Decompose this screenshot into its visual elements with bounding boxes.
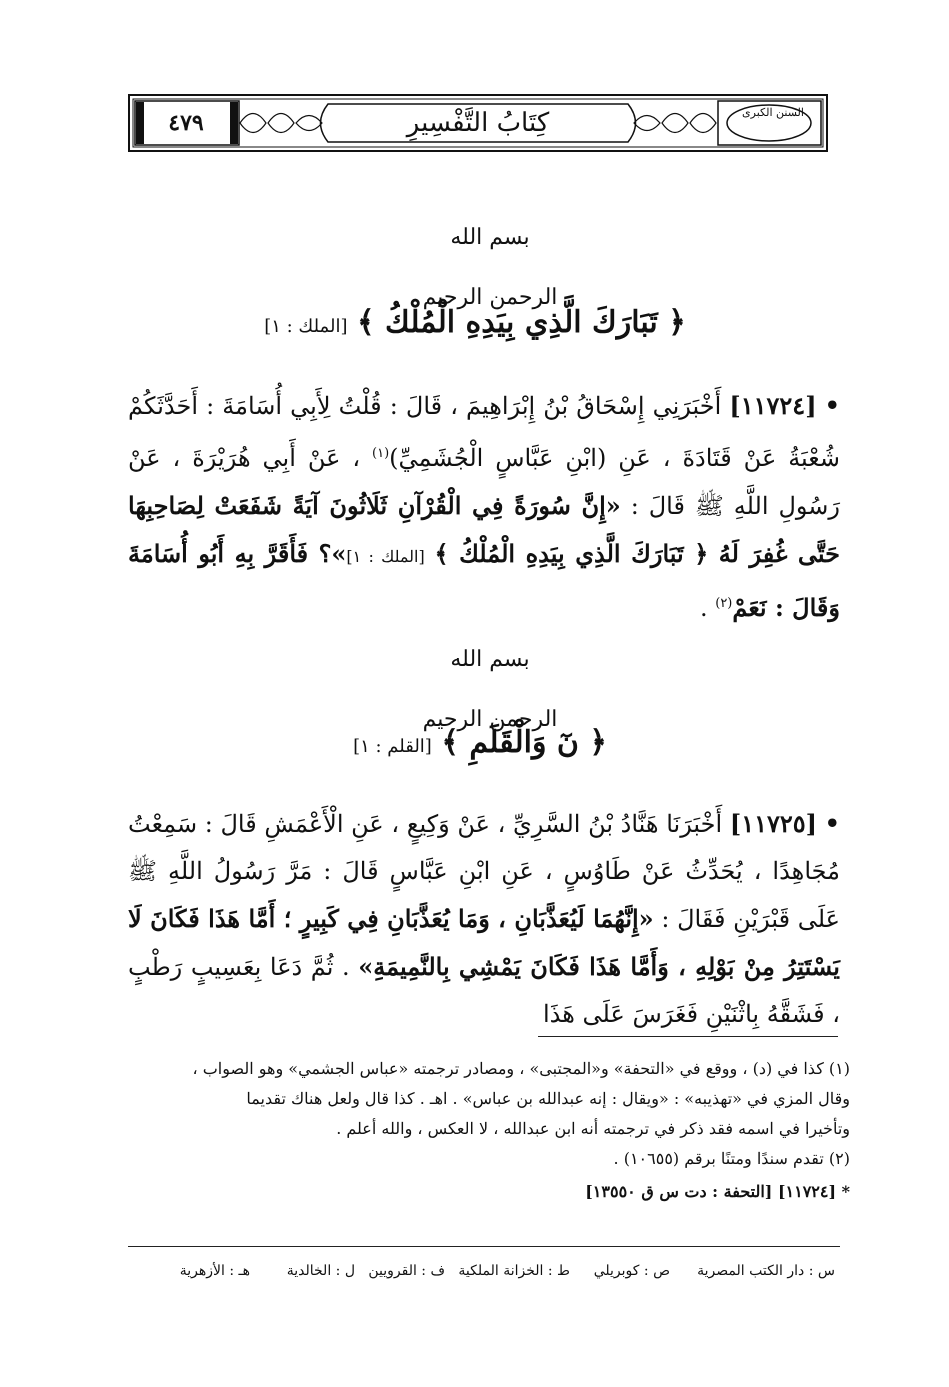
surah-verse: ﴿ نٓ وَالْقَلَمِ ﴾ [441,725,607,760]
sources-divider [128,1246,840,1247]
hadith-number: [١١٧٢٥] [729,809,817,838]
surah-heading-2 [320,725,640,769]
hadith-text-cont: . ثُمَّ دَعَا بِعَسِيبٍ رَطْبٍ ، فَشَقَّهُ بِاثْنَيْنِ فَغَرَسَ عَلَى هَذَا [128,953,840,1028]
bullet-icon: • [824,391,840,420]
source-item: س : دار الكتب المصرية [697,1263,835,1279]
basmala-text: بسم الله الرحمن الرحيم [422,647,558,732]
source-item: ط : الخزانة الملكية [458,1263,570,1279]
quote-reference: [الملك : ١] [346,547,425,566]
hadith-end: . [699,594,708,622]
source-item: ل : الخالدية [286,1263,355,1279]
hadith-number: [١١٧٢٤] [729,391,817,420]
header-logo: السنن الكبرى [742,106,804,119]
source-item: هـ : الأزهرية [179,1263,250,1279]
surah-heading-1 [220,305,730,349]
manuscript-sources [145,1263,835,1287]
footnote-divider [538,1036,838,1037]
book-title: كِتَابُ التَّفْسِيرِ [406,108,550,138]
footnote-marker: (٢) [715,596,733,611]
basmala-text: بسم الله الرحمن الرحيم [422,225,558,310]
surah-reference: [القلم : ١] [353,736,432,757]
hadith-text: أَخْبَرَنِي إِسْحَاقُ بْنُ إِبْرَاهِيمَ ، قَالَ : قُلْتُ لِأَبِي أُسَامَةَ : أَحَدَّثَكُمْ شُعْبَةُ عَنْ قَتَادَةَ ، عَنِ (ابْنِ عَبَّاسٍ الْجُشَمِيِّ) [128,392,840,472]
page-number: ٤٧٩ [168,110,204,136]
source-item: ص : كوبريلي [593,1263,670,1279]
bullet-icon: • [824,809,840,838]
basmala-2 [420,630,560,732]
basmala-1 [420,208,560,310]
source-item: ف : القرويين [368,1263,445,1279]
surah-reference: [الملك : ١] [264,316,348,337]
hadith-text: أَخْبَرَنَا هَنَّادُ بْنُ السَّرِيِّ ، عَنْ وَكِيعٍ ، عَنِ الْأَعْمَشِ قَالَ : سَمِعْتُ مُجَاهِدًا ، يُحَدِّثُ عَنْ طَاوُسٍ ، عَنِ ابْنِ عَبَّاسٍ قَالَ : مَرَّ رَسُولُ اللَّهِ ﷺ عَلَى قَبْرَيْنِ فَقَالَ : [128,810,840,933]
hadith-quote: «إِنَّ سُورَةً فِي الْقُرْآنِ ثَلَاثُونَ آيَةً شَفَعَتْ لِصَاحِبِهَا حَتَّى غُفِرَ لَهُ ﴿ تَبَارَكَ الَّذِي بِيَدِهِ الْمُلْكُ ﴾ [128,491,840,568]
hadith-text-cont: ، عَنْ أَبِي هُرَيْرَةَ ، عَنْ رَسُولِ اللَّهِ ﷺ قَالَ : [128,444,840,520]
hadith-quote: «إِنَّهُمَا لَيُعَذَّبَانِ ، وَمَا يُعَذَّبَانِ فِي كَبِيرٍ ؛ أَمَّا هَذَا فَكَانَ لَا يَسْتَتِرُ مِنْ بَوْلِهِ ، وَأَمَّا هَذَا فَكَانَ يَمْشِي بِالنَّمِيمَةِ» [128,904,840,981]
tuhfa-note: * [١١٧٢٤] [التحفة : دت س ق ١٣٥٥٠] [585,1182,850,1201]
footnote-line: وقال المزي في «تهذيبه» : «ويقال : إنه عبدالله بن عباس» . اهـ . كذا قال ولعل هناك تقديما [246,1089,850,1108]
surah-verse: ﴿ تَبَارَكَ الَّذِي بِيَدِهِ الْمُلْكُ ﴾ [357,305,686,340]
hadith-11724 [128,382,840,622]
hadith-11725 [128,800,840,1028]
footnote-line: (٢) تقدم سندًا ومتنًا برقم (١٠٦٥٥) . [613,1149,850,1168]
footnote-line: (١) كذا في (د) ، ووقع في «التحفة» و«المجتبى» ، ومصادر ترجمته «عباس الجشمي» وهو الصواب ، [192,1059,850,1078]
page-header [128,94,828,152]
footnote-line: وتأخيرا في اسمه فقد ذكر في ترجمته أنه ابن عبدالله ، لا العكس ، والله أعلم . [336,1119,850,1138]
hadith-text-end: »؟ فَأَقَرَّ بِهِ أَبُو أُسَامَةَ وَقَالَ : نَعَمْ [128,539,840,622]
footnote-marker: (١) [372,446,390,461]
